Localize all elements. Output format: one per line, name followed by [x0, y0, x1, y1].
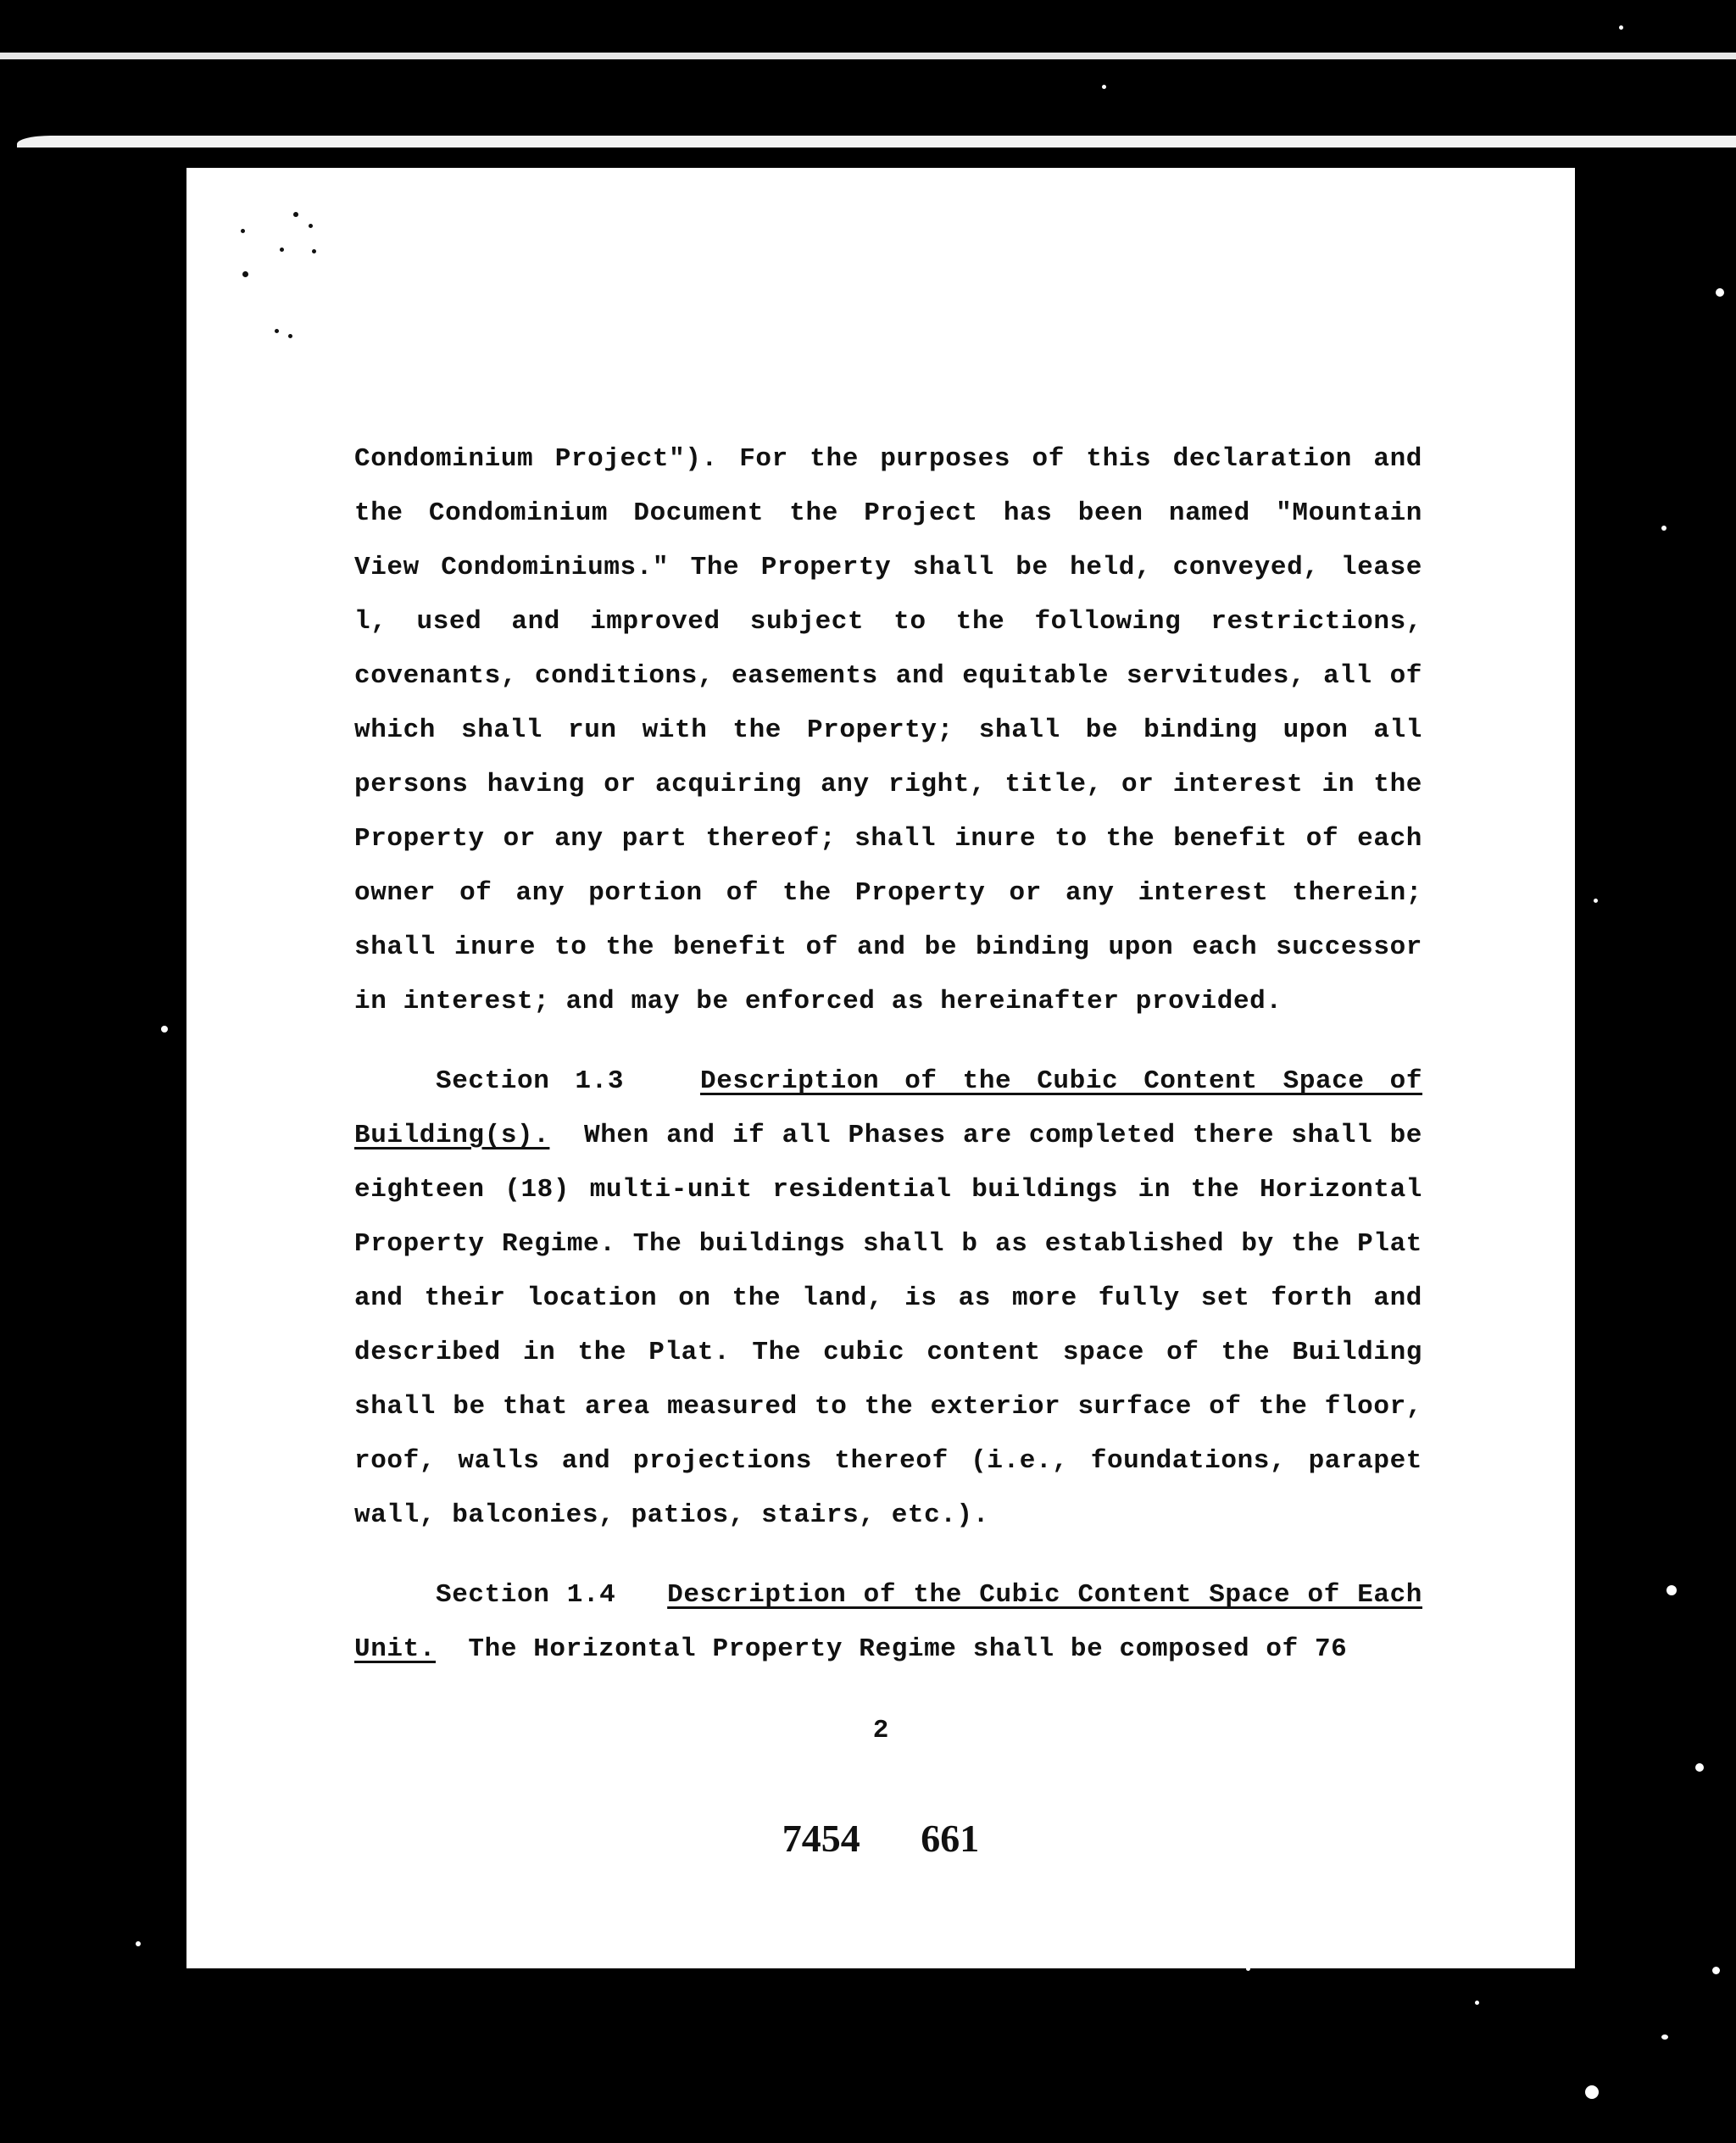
paragraph-1: Condominium Project"). For the purposes of this declaration and the Condominium Document the Project has been named "Mountain View Condominiums." The Property shall be held, conveyed, lease l, used and improved subject to the following restrictions, covenants, conditions, easements and equitable servitudes, all of which shall run with the Property; shall be binding upon all persons having or acquiring any right, title, or interest in the Property or any part thereof; shall inure to the benefit of each owner of any portion of the Property or any interest therein; shall inure to the benefit of and be binding upon each successor in interest; and may be enforced as hereinafter provided.: [354, 444, 1422, 1016]
scan-speck: [136, 1941, 141, 1946]
document-page: [186, 168, 1575, 1968]
scan-speck: [309, 224, 313, 228]
scan-speck: [293, 212, 298, 217]
scan-speck: [275, 329, 279, 333]
scan-speck: [1585, 2085, 1599, 2099]
scan-page-curl: [17, 136, 1736, 148]
scan-speck: [1666, 1585, 1677, 1595]
scan-speck: [1695, 1763, 1704, 1772]
scan-speck: [1716, 288, 1724, 297]
scan-speck: [1619, 25, 1623, 30]
section-1-4-body: The Horizontal Property Regime shall be composed of 76: [468, 1634, 1348, 1664]
section-1-3-heading: Description of the Cubic Content Space of Building(s).: [354, 1066, 1423, 1150]
scan-speck: [1712, 1967, 1720, 1974]
section-1-3-number: Section 1.3: [436, 1066, 625, 1096]
scan-speck: [288, 334, 292, 338]
scan-speck: [161, 1026, 168, 1033]
document-body: [354, 432, 1422, 1677]
section-1-3-body: When and if all Phases are completed there shall be eighteen (18) multi-unit residential buildings in the Horizontal Property Regime. The buildings shall b as established by the Plat and their location on the land, is as more fully set forth and described in the Plat. The cubic content space of the Building shall be that area measured to the exterior surface of the floor, roof, walls and projections thereof (i.e., foundations, parapet wall, balconies, patios, stairs, etc.).: [354, 1121, 1423, 1530]
scan-speck: [1594, 899, 1598, 903]
page-number: 2: [872, 1716, 889, 1745]
section-1-4-number: Section 1.4: [436, 1580, 616, 1610]
scan-speck: [241, 229, 245, 233]
section-1-3: [354, 1055, 1422, 1543]
section-1-4: [354, 1568, 1422, 1677]
scan-speck: [280, 248, 284, 252]
scan-speck: [312, 249, 316, 253]
scan-speck: [1246, 1967, 1250, 1971]
scan-speck: [1475, 2001, 1479, 2005]
scan-speck: [1102, 85, 1106, 89]
recording-stamp: 7454 661: [782, 1817, 980, 1860]
scan-speck: [1661, 526, 1666, 531]
scan-speck: [1661, 2034, 1668, 2040]
scan-speck: [242, 271, 248, 277]
scan-edge-line: [0, 53, 1736, 59]
section-1-4-heading: Description of the Cubic Content Space of Each Unit.: [354, 1580, 1423, 1664]
